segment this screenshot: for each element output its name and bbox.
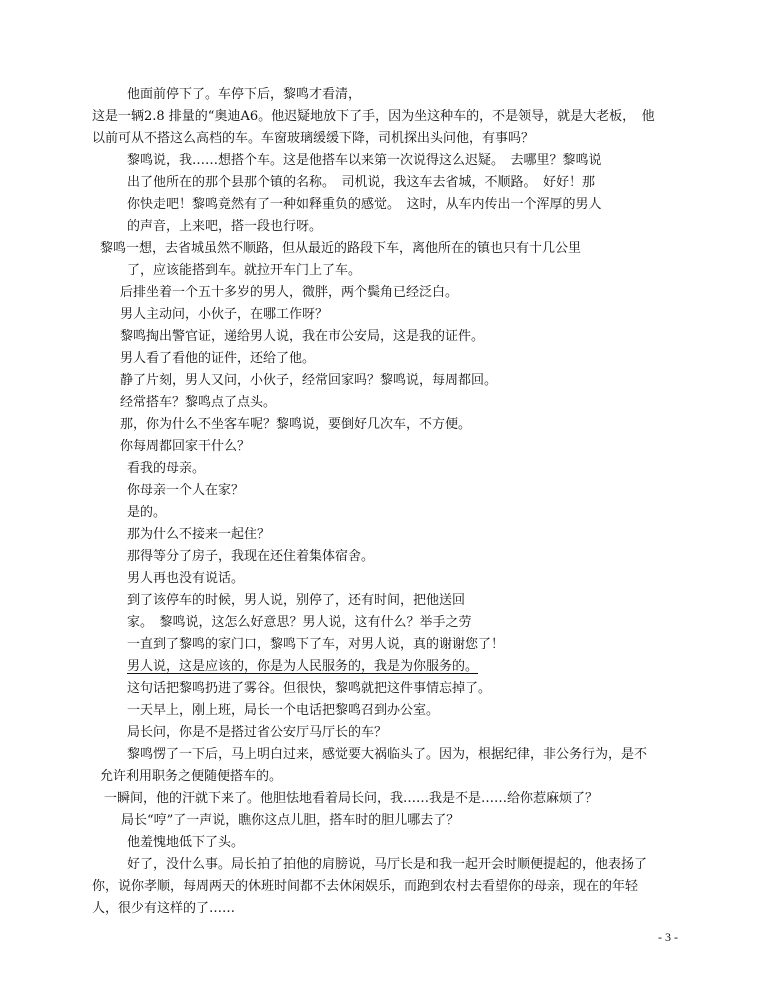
text-line: 出了他所在的那个县那个镇的名称。 司机说，我这车去省城，不顺路。 好好！那 — [127, 175, 596, 190]
text-line: 黎鸣掏出警官证，递给男人说，我在市公安局，这是我的证件。 — [120, 329, 485, 344]
text-line: 是的。 — [127, 505, 167, 520]
text-line: 好了，没什么事。局长拍了拍他的肩膀说，马厅长是和我一起开会时顺便提起的，他表扬了 — [127, 857, 648, 872]
text-line: 后排坐着一个五十多岁的男人，微胖，两个鬓角已经泛白。 — [120, 285, 459, 300]
text-line: 允许利用职务之便随便搭车的。 — [100, 769, 283, 784]
text-line: 男人再也没有说话。 — [127, 571, 245, 586]
text-line: 经常搭车？黎鸣点了点头。 — [120, 395, 277, 410]
text-line: 黎鸣愣了一下后，马上明白过来，感觉要大祸临头了。因为，根据纪律，非公务行为，是不 — [127, 747, 648, 762]
text-line: 看我的母亲。 — [127, 461, 206, 476]
text-line: 那，你为什么不坐客车呢？黎鸣说，要倒好几次车，不方便。 — [120, 417, 472, 432]
text-line: 一天早上，刚上班，局长一个电话把黎鸣召到办公室。 — [127, 703, 440, 718]
text-line: 一直到了黎鸣的家门口，黎鸣下了车，对男人说，真的谢谢您了！ — [127, 637, 505, 652]
text-line: 一瞬间，他的汗就下来了。他胆怯地看着局长问，我……我是不是……给你惹麻烦了？ — [104, 791, 599, 806]
text-line: 黎鸣一想，去省城虽然不顺路，但从最近的路段下车，离他所在的镇也只有十几公里 — [100, 241, 582, 256]
text-line: 以前可从不搭这么高档的车。车窗玻璃缓缓下降，司机探出头问他，有事吗？ — [92, 131, 535, 146]
text-line: 静了片刻，男人又问，小伙子，经常回家吗？黎鸣说，每周都回。 — [120, 373, 498, 388]
text-line: 你快走吧！黎鸣竟然有了一种如释重负的感觉。 这时，从车内传出一个浑厚的男人 — [127, 197, 602, 212]
page-number: - 3 - — [658, 930, 678, 944]
text-line: 了，应该能搭到车。就拉开车门上了车。 — [127, 263, 362, 278]
text-line: 你每周都回家干什么？ — [120, 439, 251, 454]
text-line: 他羞愧地低下了头。 — [127, 835, 245, 850]
text-line: 那为什么不接来一起住？ — [127, 527, 271, 542]
text-line: 人，很少有这样的了…… — [92, 901, 236, 916]
text-line: 他面前停下了。车停下后，黎鸣才看清， — [127, 87, 362, 102]
text-line: 男人看了看他的证件，还给了他。 — [120, 351, 316, 366]
text-line: 你母亲一个人在家？ — [127, 483, 245, 498]
text-line: 男人主动问，小伙子，在哪工作呀？ — [120, 307, 329, 322]
text-line: 到了该停车的时候，男人说，别停了，还有时间，把他送回 — [127, 593, 466, 608]
text-line: 你，说你孝顺，每周两天的休班时间都不去休闲娱乐，而跑到农村去看望你的母亲，现在的年轻 — [92, 879, 639, 894]
text-line: 这句话把黎鸣扔进了雾谷。但很快，黎鸣就把这件事情忘掉了。 — [127, 681, 492, 696]
text-line: 局长问，你是不是搭过省公安厅马厅长的车？ — [127, 725, 388, 740]
underlined-text-line: 男人说，这是应该的，你是为人民服务的，我是为你服务的。 — [127, 659, 479, 674]
text-line: 黎鸣说，我……想搭个车。这是他搭车以来第一次说得这么迟疑。 去哪里？黎鸣说 — [127, 153, 602, 168]
text-line: 家。 黎鸣说，这怎么好意思？男人说，这有什么？举手之劳 — [127, 615, 472, 630]
text-line: 局长“哼”了一声说，瞧你这点儿胆，搭车时的胆儿哪去了？ — [121, 813, 460, 828]
text-line: 的声音，上来吧，搭一段也行呀。 — [127, 219, 323, 234]
text-line: 那得等分了房子，我现在还住着集体宿舍。 — [127, 549, 375, 564]
text-line: 这是一辆2.8 排量的“奥迪A6。他迟疑地放下了手，因为坐这种车的，不是领导，就是大老板， 他 — [92, 109, 655, 124]
